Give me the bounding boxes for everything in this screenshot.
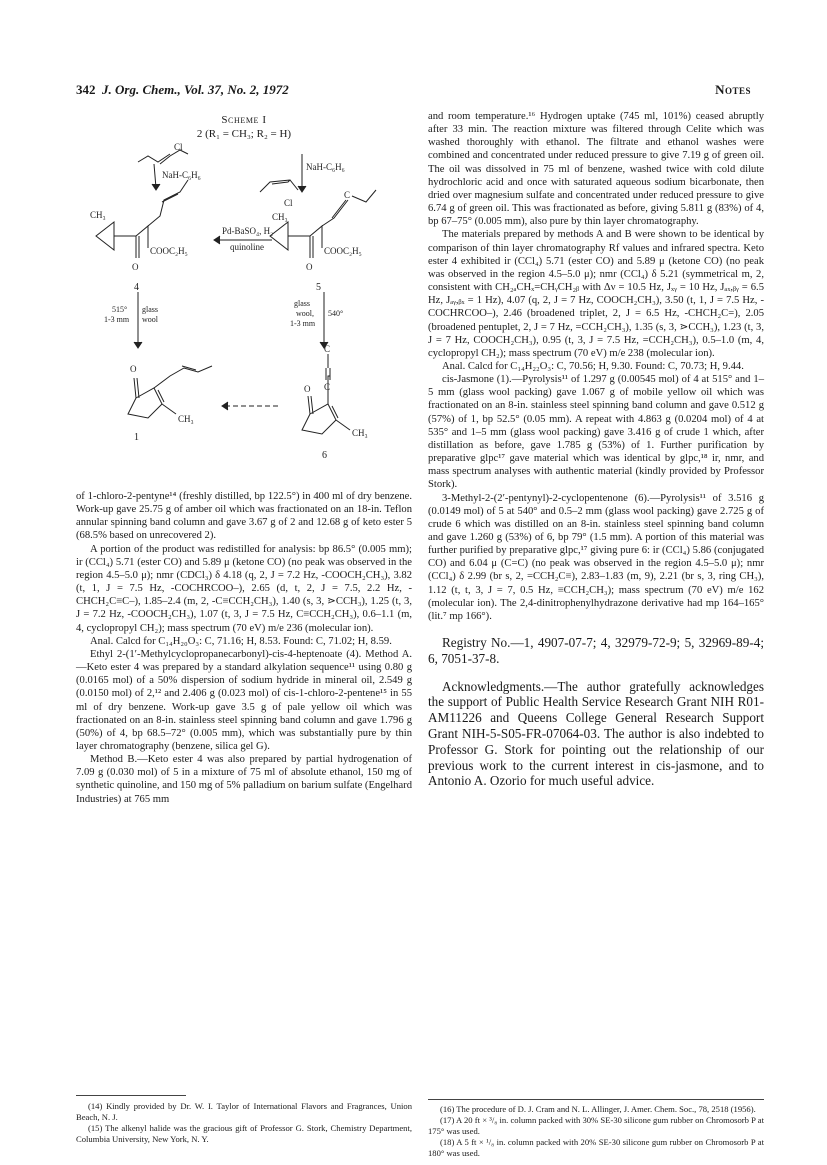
pyrolysis-right-temp: 540°	[328, 309, 344, 318]
chloropentyne-structure	[260, 180, 298, 192]
pyrolysis-left-packing2: wool	[142, 315, 158, 324]
registry-numbers: Registry No.—1, 4907-07-7; 4, 32979-72-9; 5, 32969-89-4; 6, 7051-37-8.	[428, 635, 764, 666]
hydrogenation-reagent: Pd-BaSO₄, H₂	[222, 226, 274, 236]
c-label-5: C	[344, 190, 351, 200]
o-label-6: O	[304, 384, 311, 394]
footnote: (15) The alkenyl halide was the gracious gift of Professor G. Stork, Chemistry Department, Columbia University, New York, N. Y.	[76, 1123, 412, 1144]
journal-citation: J. Org. Chem., Vol. 37, No. 2, 1972	[102, 82, 289, 97]
paragraph: cis-Jasmone (1).—Pyrolysis¹¹ of 1.297 g (0.00545 mol) of 4 at 515° and 1–5 mm (glass wool packing) gave 1.067 g of mobile yellow oil which was fractionated on an 8-in. stainless steel spinning band column and gave 0.512 g (57%) of 1, bp 52.5° (0.05 mm). A repeat with 4.863 g (0.0204 mol) of 4 at 535° and 1–5 mm (glass wool packing) gave 3.416 g of crude 1 which, after distillation as before, gave 1.785 g (53%) of 1. Further purification by preparative glpc¹⁷ gave material which was identical by glpc,¹⁸ ir, nmr, and mass spectrum analyses with authentic material (kindly provided by Professor Stork).	[428, 374, 764, 491]
footnote: (18) A 5 ft × ¹/₈ in. column packed with 20% SE-30 silicone gum rubber on Chromosorb P at 180° was used.	[428, 1137, 764, 1158]
compound-5-label: 5	[316, 282, 321, 293]
o-label-4: O	[132, 262, 139, 272]
ch3-label-6: CH₃	[352, 428, 368, 438]
c-label-6b: C	[324, 382, 331, 392]
footnote-rule-left	[76, 1095, 186, 1096]
section-label: Notes	[715, 82, 751, 97]
cl-label-right: Cl	[284, 198, 293, 208]
ch3-label-5: CH₃	[272, 212, 288, 222]
paragraph: 3-Methyl-2-(2′-pentynyl)-2-cyclopentenone (6).—Pyrolysis¹¹ of 3.516 g (0.0149 mol) of 5 at 540° and 0.5–2 mm (glass wool packing) gave 2.725 g of crude 6 which was distilled on an 8-in. stainless steel spinning band column and gave 1.260 g (53%) of 6, bp 79° (1.5 mm). A portion of this material was further purified by preparative glpc,¹⁷ giving pure 6: ir (CCl₄) 5.86 (conjugated CO) and 6.04 μ (C=C) (no peak was observed in the region 4.5–5.0 μ); nmr (CCl₄) δ 2.99 (br s, 2, =CCH₂C≡), 2.83–1.83 (m, 9), 2.21 (br s, 3, ring CH₃), 1.12 (t, t, 3, J = 7, 0.5 Hz, ≡CCH₂CH₃); mass spectrum (70 eV) m/e 162 (molecular ion). The 2,4-dinitrophenylhydrazone derivative had mp 164–165° (lit.⁷ mp 166°).	[428, 492, 764, 622]
footnotes-left	[76, 1101, 412, 1145]
c-label-6a: C	[324, 344, 331, 354]
compound-4-label: 4	[134, 282, 139, 293]
footnote: (17) A 20 ft × ³/₈ in. column packed with 30% SE-30 silicone gum rubber on Chromosorb P at 175° was used.	[428, 1115, 764, 1136]
footnote: (14) Kindly provided by Dr. W. I. Taylor of International Flavors and Fragrances, Union Beach, N. J.	[76, 1101, 412, 1122]
hydrogenation-solvent: quinoline	[230, 242, 264, 252]
acknowledgments: Acknowledgments.—The author gratefully acknowledges the support of Public Health Service Research Grant NIH R01-AM11226 and Queens College General Research Support Grant NIH-5-S05-FR-07064-03. The author is also indebted to Professor G. Stork for pointing out the relationship of our previous work to the current interest in cis-jasmone, and to Antonio A. Ozorio for much useful advice.	[428, 678, 764, 789]
chloropentene-structure	[138, 150, 188, 164]
ch3-label-4: CH₃	[90, 210, 106, 220]
pyrolysis-left-packing1: glass	[142, 305, 158, 314]
paragraph: A portion of the product was redistilled for analysis: bp 86.5° (0.005 mm); ir (CCl₄) 5.71 (ester CO) and 5.89 μ (ketone CO) (no peak was observed in the region 4.5–5.0 μ); nmr (CDCl₃) δ 4.18 (q, 2, J = 7.2 Hz, -COOCH₂CH₃), 3.82 (t, 1, J = 7.5 Hz, -COCHRCOO–), 2.65 (d, t, 2, J = 7.5, 2.2 Hz, -CHCH₂C≡C–), 1.85–2.4 (m, 2, -C≡CCH₂CH₃), 1.40 (s, 3, ⋗CCH₃), 1.25 (t, 3, J = 7.2 Hz, -COOCH₂CH₃), 1.07 (t, 3, J = 7.5 Hz, C≡CCH₂CH₃), 0.6–1.1 (m, 4, cyclopropyl CH₂); mass spectrum (70 eV) m/e 236 (molecular ion).	[76, 543, 412, 634]
ch3-label-1: CH₃	[178, 414, 194, 424]
right-column	[428, 110, 764, 789]
cooc2h5-label-4: COOC₂H₅	[150, 246, 188, 256]
footnotes-right	[428, 1104, 764, 1159]
left-column	[76, 490, 412, 806]
compound-1-structure	[128, 366, 212, 418]
pyrolysis-left-temp: 515°	[112, 305, 128, 314]
reaction-scheme	[76, 140, 412, 480]
paragraph: Method B.—Keto ester 4 was also prepared by partial hydrogenation of 7.09 g (0.030 mol) of 5 in a mixture of 75 ml of absolute ethanol, 150 mg of synthetic quinoline, and 150 mg of 5% palladium on barium sulfate (Engelhard Industries) at 765 mm	[76, 754, 412, 805]
footnote-rule-right	[428, 1099, 764, 1100]
compound-6-label: 6	[322, 450, 327, 461]
reagent-left: NaH-C₆H₆	[162, 170, 201, 180]
paragraph: Anal. Calcd for C₁₄H₂₀O₃: C, 71.16; H, 8.53. Found: C, 71.02; H, 8.59.	[90, 635, 392, 647]
o-label-1: O	[130, 364, 137, 374]
page-number: 342	[76, 82, 96, 97]
reagent-right: NaH-C₆H₆	[306, 162, 345, 172]
pyrolysis-left-pressure: 1-3 mm	[104, 315, 130, 324]
paragraph: Anal. Calcd for C₁₄H₂₂O₃: C, 70.56; H, 9.30. Found: C, 70.73; H, 9.44.	[442, 360, 744, 372]
running-header	[76, 82, 289, 98]
paragraph: The materials prepared by methods A and B were shown to be identical by comparison of thin layer chromatography Rf values and infrared spectra. Keto ester 4 exhibited ir (CCl₄) 5.71 (ester CO) and 5.89 μ (ketone CO) (no peak was observed in the region 4.5–5.0 μ); nmr (CCl₄) δ 5.21 (symmetrical m, 2, consistent with CH₂ₐCHₓ=CHᵧCH₂ᵦ with Δν = 10.5 Hz, Jₓᵧ = 10 Hz, Jₐₓ,ᵦᵧ = 6.5 Hz, Jₐᵧ,ᵦₓ = 1 Hz), 4.07 (q, 2, J = 7 Hz, COOCH₂CH₃), 3.50 (t, 1, J = 7.5 Hz, -COCHRCOO–), 2.46 (broadened triplet, 2, J = 6.5 Hz, -CHCH₂C=), 2.05 (broadened pentuplet, 2, J = 7 Hz, =CCH₂CH₃), 1.35 (s, 3, ⋗CCH₃), 1.23 (t, 3, J = 7 Hz, COOCH₂CH₃), 0.95 (t, 3, J = 7.5 Hz, =CCH₂CH₃), 0.5–1.0 (m, 4, cyclopropyl CH₂); mass spectrum (70 eV) m/e 238 (molecular ion).	[428, 229, 764, 359]
paragraph: Ethyl 2-(1′-Methylcyclopropanecarbonyl)-cis-4-heptenoate (4). Method A.—Keto ester 4 was prepared by a standard alkylation sequence¹¹ using 0.80 g (0.0165 mol) of a 50% dispersion of sodium hydride in mineral oil, 2.549 g (0.0150 mol) of 2,¹² and 2.406 g (0.023 mol) of cis-1-chloro-2-pentene¹⁵ in 55 ml of dry benzene. Work-up gave 3.5 g of pale yellow oil which was fractionated on an 8-in. stainless steel spinning band column and gave 1.796 g (50%) of 4, bp 68.5–72° (0.005 mm), which was substantially pure by thin layer chromatography (benzene, silica gel G).	[76, 648, 412, 752]
o-label-5: O	[306, 262, 313, 272]
footnote: (16) The procedure of D. J. Cram and N. L. Allinger, J. Amer. Chem. Soc., 78, 2518 (1956).	[440, 1104, 756, 1114]
scheme-title: Scheme I	[221, 114, 267, 126]
paragraph: and room temperature.¹⁶ Hydrogen uptake (745 ml, 101%) ceased abruptly after 33 min. The reaction mixture was filtered through Celite which was washed thoroughly with ethanol. The filtrate and ethanol washes were combined and concentrated under reduced pressure to give 7.19 g of green oil. The oil was dissolved in 75 ml of benzene, washed twice with cold dilute hydrochloric acid and once with saturated aqueous sodium bicarbonate, then dried over magnesium sulfate and concentrated under reduced pressure to give 6.74 g of green oil. This was fractionated as before, giving 5.811 g (83%) of 4, bp 67–75° (0.005 mm), also pure by thin layer chromatography.	[428, 111, 764, 228]
cooc2h5-label-5: COOC₂H₅	[324, 246, 362, 256]
compound-6-structure	[302, 354, 350, 434]
cl-label-left: Cl	[174, 142, 183, 152]
pyrolysis-right-packing1: glass	[294, 299, 310, 308]
scheme-subtitle: 2 (R₁ = CH₃; R₂ = H)	[196, 128, 292, 140]
pyrolysis-right-packing2: wool,	[296, 309, 314, 318]
compound-1-label: 1	[134, 432, 139, 443]
paragraph: of 1-chloro-2-pentyne¹⁴ (freshly distilled, bp 122.5°) in 400 ml of dry benzene. Work-up gave 25.75 g of amber oil which was fractionated on an 18-in. Teflon annular spinning band column and gave 3.67 g of 2 and 12.68 g of keto ester 5 (68.5% based on unrecovered 2).	[76, 491, 412, 542]
pyrolysis-right-pressure: 1-3 mm	[290, 319, 316, 328]
